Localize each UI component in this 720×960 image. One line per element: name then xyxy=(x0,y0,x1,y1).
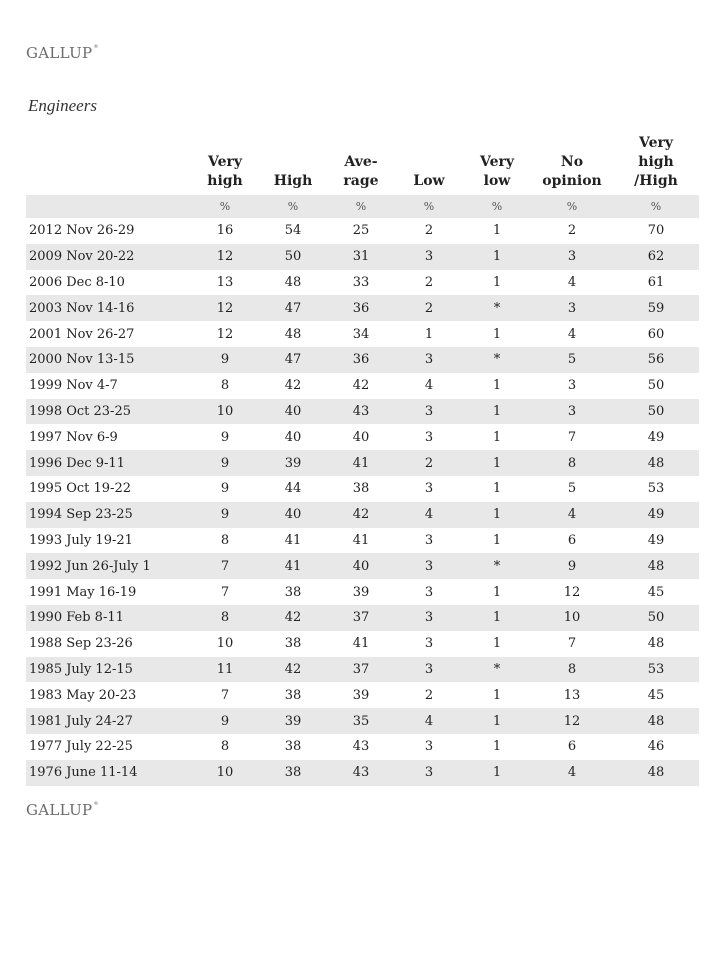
value-cell: 60 xyxy=(613,321,699,347)
value-cell: 7 xyxy=(531,631,613,657)
value-cell: 38 xyxy=(259,760,327,786)
value-cell: 16 xyxy=(191,218,259,244)
table-row xyxy=(26,373,699,399)
value-cell: 3 xyxy=(395,244,463,270)
value-cell: 2 xyxy=(395,682,463,708)
column-header-line: high xyxy=(638,154,674,170)
value-cell: 1 xyxy=(463,450,531,476)
survey-date-cell: 1998 Oct 23-25 xyxy=(26,399,191,425)
value-cell: 41 xyxy=(259,528,327,554)
value-cell: 43 xyxy=(327,399,395,425)
value-cell: 12 xyxy=(531,579,613,605)
value-cell: 4 xyxy=(531,502,613,528)
value-cell: 5 xyxy=(531,347,613,373)
value-cell: 1 xyxy=(463,579,531,605)
value-cell: 9 xyxy=(191,424,259,450)
value-cell: 9 xyxy=(191,347,259,373)
value-cell: 3 xyxy=(395,760,463,786)
value-cell: 37 xyxy=(327,605,395,631)
value-cell: 4 xyxy=(395,373,463,399)
column-header-line: high xyxy=(207,173,243,189)
value-cell: 44 xyxy=(259,476,327,502)
value-cell: 1 xyxy=(463,321,531,347)
column-header-line: rage xyxy=(343,173,379,189)
value-cell: * xyxy=(463,347,531,373)
value-cell: 8 xyxy=(191,373,259,399)
survey-date-cell: 2006 Dec 8-10 xyxy=(26,270,191,296)
value-cell: 1 xyxy=(463,528,531,554)
column-header-line: Very xyxy=(208,154,242,170)
value-cell: 70 xyxy=(613,218,699,244)
table-row xyxy=(26,295,699,321)
survey-date-cell: 1997 Nov 6-9 xyxy=(26,424,191,450)
unit-cell: % xyxy=(463,195,531,218)
value-cell: 43 xyxy=(327,734,395,760)
value-cell: 48 xyxy=(259,270,327,296)
value-cell: 45 xyxy=(613,579,699,605)
value-cell: 3 xyxy=(531,295,613,321)
value-cell: 50 xyxy=(613,605,699,631)
value-cell: 7 xyxy=(531,424,613,450)
value-cell: 3 xyxy=(531,399,613,425)
value-cell: 2 xyxy=(395,450,463,476)
value-cell: 42 xyxy=(327,502,395,528)
column-header-line: Very xyxy=(480,154,514,170)
value-cell: 54 xyxy=(259,218,327,244)
value-cell: 1 xyxy=(395,321,463,347)
value-cell: 7 xyxy=(191,682,259,708)
gallup-logo-top: GALLUP® xyxy=(26,44,99,62)
survey-date-cell: 1994 Sep 23-25 xyxy=(26,502,191,528)
value-cell: 47 xyxy=(259,347,327,373)
survey-date-cell: 1995 Oct 19-22 xyxy=(26,476,191,502)
value-cell: 33 xyxy=(327,270,395,296)
value-cell: 39 xyxy=(327,579,395,605)
value-cell: 53 xyxy=(613,657,699,683)
value-cell: 7 xyxy=(191,553,259,579)
unit-cell: % xyxy=(395,195,463,218)
value-cell: 2 xyxy=(531,218,613,244)
value-cell: 13 xyxy=(531,682,613,708)
table-row xyxy=(26,734,699,760)
survey-date-cell: 1992 Jun 26-July 1 xyxy=(26,553,191,579)
value-cell: 38 xyxy=(327,476,395,502)
value-cell: * xyxy=(463,657,531,683)
value-cell: 3 xyxy=(395,657,463,683)
unit-cell: % xyxy=(191,195,259,218)
value-cell: 41 xyxy=(327,631,395,657)
survey-date-cell: 1991 May 16-19 xyxy=(26,579,191,605)
table-row xyxy=(26,244,699,270)
value-cell: 40 xyxy=(327,424,395,450)
value-cell: 2 xyxy=(395,270,463,296)
value-cell: 8 xyxy=(191,605,259,631)
registered-mark-icon: ® xyxy=(93,44,99,50)
value-cell: 1 xyxy=(463,708,531,734)
value-cell: 10 xyxy=(191,760,259,786)
column-header-line: /High xyxy=(634,173,678,189)
column-header-line: No xyxy=(560,154,584,170)
survey-date-cell: 2009 Nov 20-22 xyxy=(26,244,191,270)
value-cell: 12 xyxy=(191,321,259,347)
table-row xyxy=(26,502,699,528)
value-cell: 40 xyxy=(259,502,327,528)
value-cell: 42 xyxy=(259,605,327,631)
column-header xyxy=(259,134,327,195)
column-header xyxy=(26,134,191,195)
value-cell: 62 xyxy=(613,244,699,270)
value-cell: 25 xyxy=(327,218,395,244)
table-row xyxy=(26,270,699,296)
value-cell: 42 xyxy=(327,373,395,399)
value-cell: 3 xyxy=(395,579,463,605)
value-cell: 5 xyxy=(531,476,613,502)
value-cell: 1 xyxy=(463,631,531,657)
value-cell: 50 xyxy=(613,399,699,425)
value-cell: 3 xyxy=(531,244,613,270)
value-cell: 48 xyxy=(613,760,699,786)
column-header-line: low xyxy=(483,173,511,189)
value-cell: 38 xyxy=(259,734,327,760)
gallup-logo-bottom: GALLUP® xyxy=(26,801,99,819)
survey-date-cell: 1996 Dec 9-11 xyxy=(26,450,191,476)
value-cell: 1 xyxy=(463,734,531,760)
value-cell: 1 xyxy=(463,760,531,786)
value-cell: * xyxy=(463,553,531,579)
value-cell: 1 xyxy=(463,244,531,270)
survey-date-cell: 1999 Nov 4-7 xyxy=(26,373,191,399)
value-cell: 6 xyxy=(531,734,613,760)
value-cell: 61 xyxy=(613,270,699,296)
survey-date-cell: 1990 Feb 8-11 xyxy=(26,605,191,631)
value-cell: * xyxy=(463,295,531,321)
table-row xyxy=(26,657,699,683)
value-cell: 3 xyxy=(395,528,463,554)
value-cell: 1 xyxy=(463,218,531,244)
column-header-line: High xyxy=(273,173,313,189)
value-cell: 9 xyxy=(531,553,613,579)
value-cell: 3 xyxy=(395,553,463,579)
value-cell: 4 xyxy=(531,270,613,296)
value-cell: 1 xyxy=(463,424,531,450)
unit-cell xyxy=(26,195,191,218)
column-header xyxy=(191,134,259,195)
table-row xyxy=(26,760,699,786)
value-cell: 41 xyxy=(327,528,395,554)
value-cell: 59 xyxy=(613,295,699,321)
value-cell: 4 xyxy=(531,321,613,347)
value-cell: 34 xyxy=(327,321,395,347)
table-row xyxy=(26,579,699,605)
column-header-line: Very xyxy=(639,135,673,151)
table-row xyxy=(26,553,699,579)
table-row xyxy=(26,321,699,347)
value-cell: 50 xyxy=(613,373,699,399)
value-cell: 36 xyxy=(327,347,395,373)
column-header xyxy=(327,134,395,195)
value-cell: 11 xyxy=(191,657,259,683)
value-cell: 10 xyxy=(191,631,259,657)
table-row xyxy=(26,218,699,244)
value-cell: 9 xyxy=(191,450,259,476)
value-cell: 49 xyxy=(613,502,699,528)
survey-date-cell: 1988 Sep 23-26 xyxy=(26,631,191,657)
value-cell: 1 xyxy=(463,270,531,296)
value-cell: 47 xyxy=(259,295,327,321)
value-cell: 10 xyxy=(191,399,259,425)
table-row xyxy=(26,424,699,450)
value-cell: 9 xyxy=(191,502,259,528)
value-cell: 48 xyxy=(613,708,699,734)
column-header xyxy=(395,134,463,195)
value-cell: 31 xyxy=(327,244,395,270)
unit-cell: % xyxy=(259,195,327,218)
table-row xyxy=(26,399,699,425)
value-cell: 40 xyxy=(259,399,327,425)
column-header-line: Ave- xyxy=(344,154,378,170)
survey-date-cell: 1976 June 11-14 xyxy=(26,760,191,786)
value-cell: 41 xyxy=(327,450,395,476)
value-cell: 56 xyxy=(613,347,699,373)
units-row xyxy=(26,195,699,218)
value-cell: 13 xyxy=(191,270,259,296)
value-cell: 49 xyxy=(613,424,699,450)
survey-date-cell: 1983 May 20-23 xyxy=(26,682,191,708)
value-cell: 35 xyxy=(327,708,395,734)
value-cell: 43 xyxy=(327,760,395,786)
value-cell: 3 xyxy=(531,373,613,399)
table-row xyxy=(26,528,699,554)
value-cell: 48 xyxy=(259,321,327,347)
value-cell: 41 xyxy=(259,553,327,579)
value-cell: 1 xyxy=(463,605,531,631)
value-cell: 1 xyxy=(463,502,531,528)
header-row xyxy=(26,134,699,195)
table-row xyxy=(26,708,699,734)
value-cell: 9 xyxy=(191,708,259,734)
value-cell: 12 xyxy=(191,244,259,270)
value-cell: 9 xyxy=(191,476,259,502)
value-cell: 38 xyxy=(259,579,327,605)
value-cell: 40 xyxy=(327,553,395,579)
value-cell: 46 xyxy=(613,734,699,760)
table-body xyxy=(26,218,699,786)
value-cell: 3 xyxy=(395,605,463,631)
table-row xyxy=(26,631,699,657)
value-cell: 8 xyxy=(531,450,613,476)
column-header xyxy=(613,134,699,195)
table-row xyxy=(26,347,699,373)
value-cell: 3 xyxy=(395,424,463,450)
value-cell: 7 xyxy=(191,579,259,605)
value-cell: 37 xyxy=(327,657,395,683)
value-cell: 2 xyxy=(395,295,463,321)
value-cell: 3 xyxy=(395,734,463,760)
value-cell: 39 xyxy=(259,450,327,476)
table-row xyxy=(26,476,699,502)
survey-date-cell: 1993 July 19-21 xyxy=(26,528,191,554)
value-cell: 3 xyxy=(395,631,463,657)
value-cell: 8 xyxy=(191,528,259,554)
value-cell: 39 xyxy=(327,682,395,708)
value-cell: 8 xyxy=(531,657,613,683)
unit-cell: % xyxy=(327,195,395,218)
value-cell: 3 xyxy=(395,347,463,373)
value-cell: 48 xyxy=(613,450,699,476)
survey-date-cell: 1977 July 22-25 xyxy=(26,734,191,760)
value-cell: 42 xyxy=(259,657,327,683)
survey-date-cell: 2000 Nov 13-15 xyxy=(26,347,191,373)
value-cell: 10 xyxy=(531,605,613,631)
value-cell: 36 xyxy=(327,295,395,321)
value-cell: 39 xyxy=(259,708,327,734)
value-cell: 2 xyxy=(395,218,463,244)
value-cell: 38 xyxy=(259,682,327,708)
value-cell: 53 xyxy=(613,476,699,502)
value-cell: 4 xyxy=(395,502,463,528)
table-title: Engineers xyxy=(28,96,97,115)
value-cell: 4 xyxy=(395,708,463,734)
survey-date-cell: 1981 July 24-27 xyxy=(26,708,191,734)
table-row xyxy=(26,605,699,631)
column-header xyxy=(463,134,531,195)
value-cell: 40 xyxy=(259,424,327,450)
value-cell: 49 xyxy=(613,528,699,554)
survey-date-cell: 2001 Nov 26-27 xyxy=(26,321,191,347)
survey-date-cell: 1985 July 12-15 xyxy=(26,657,191,683)
value-cell: 4 xyxy=(531,760,613,786)
value-cell: 6 xyxy=(531,528,613,554)
value-cell: 38 xyxy=(259,631,327,657)
value-cell: 8 xyxy=(191,734,259,760)
column-header xyxy=(531,134,613,195)
survey-date-cell: 2003 Nov 14-16 xyxy=(26,295,191,321)
value-cell: 3 xyxy=(395,399,463,425)
value-cell: 45 xyxy=(613,682,699,708)
value-cell: 12 xyxy=(191,295,259,321)
value-cell: 1 xyxy=(463,476,531,502)
table-row xyxy=(26,682,699,708)
unit-cell: % xyxy=(531,195,613,218)
value-cell: 42 xyxy=(259,373,327,399)
value-cell: 1 xyxy=(463,682,531,708)
ratings-table xyxy=(26,134,699,786)
unit-cell: % xyxy=(613,195,699,218)
value-cell: 48 xyxy=(613,553,699,579)
column-header-line: Low xyxy=(413,173,445,189)
value-cell: 3 xyxy=(395,476,463,502)
registered-mark-icon: ® xyxy=(93,801,99,807)
value-cell: 48 xyxy=(613,631,699,657)
value-cell: 1 xyxy=(463,399,531,425)
value-cell: 50 xyxy=(259,244,327,270)
value-cell: 12 xyxy=(531,708,613,734)
survey-date-cell: 2012 Nov 26-29 xyxy=(26,218,191,244)
table-row xyxy=(26,450,699,476)
column-header-line: opinion xyxy=(542,173,602,189)
value-cell: 1 xyxy=(463,373,531,399)
